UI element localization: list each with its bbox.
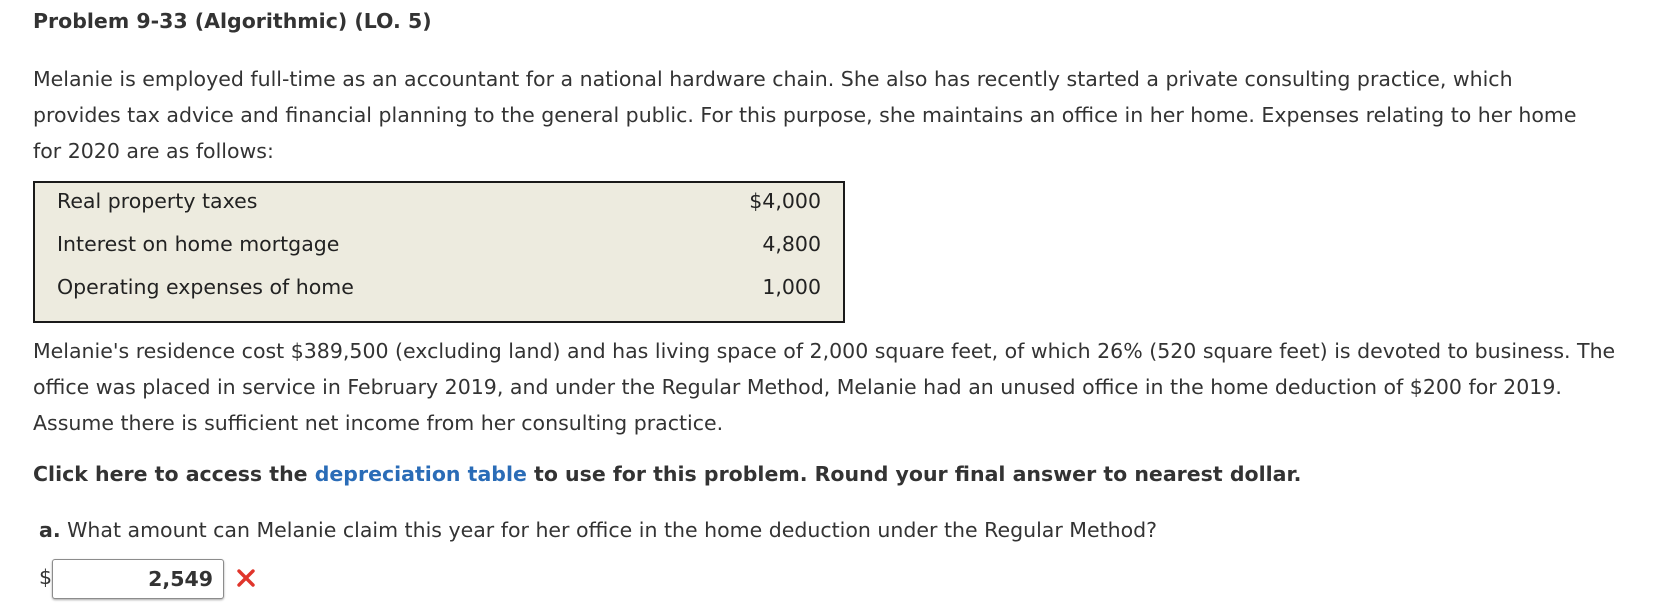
expense-table (33, 181, 845, 323)
incorrect-x-icon (235, 567, 257, 589)
expense-label: Real property taxes (57, 189, 258, 213)
expense-amount: 1,000 (762, 275, 821, 299)
answer-input[interactable] (52, 559, 224, 599)
expense-row (35, 183, 843, 227)
instruction-suffix: to use for this problem. Round your final answer to nearest dollar. (526, 462, 1302, 486)
expense-row (35, 226, 843, 270)
depreciation-table-link[interactable]: depreciation table (314, 462, 527, 486)
expense-row (35, 269, 843, 313)
question-text: What amount can Melanie claim this year for her office in the home deduction under the Regular Method? (60, 518, 1158, 542)
currency-symbol: $ (39, 565, 53, 589)
expense-amount: 4,800 (762, 232, 821, 256)
expense-label: Operating expenses of home (57, 275, 354, 299)
problem-intro: Melanie is employed full-time as an accountant for a national hardware chain. She also has recently started a private consulting practice, which provides tax advice and financial planning to the general public. For this purpose, she maintains an office in her home. Expenses relating to her home for 2020 are as follows: (33, 67, 1577, 163)
expense-label: Interest on home mortgage (57, 232, 340, 256)
expense-amount: $4,000 (749, 189, 821, 213)
instruction-text (33, 462, 1301, 486)
problem-details: Melanie's residence cost $389,500 (excluding land) and has living space of 2,000 square feet, of which 26% (520 square feet) is devoted to business. The office was placed in service in February 2019, and under the Regular Method, Melanie had an unused office in the home deduction of $200 for 2019. Assume there is sufficient net income from her consulting practice. (33, 339, 1616, 435)
instruction-prefix: Click here to access the (33, 462, 315, 486)
problem-title: Problem 9-33 (Algorithmic) (LO. 5) (33, 9, 432, 33)
question-letter: a. (39, 518, 61, 542)
question-a (39, 518, 1157, 542)
